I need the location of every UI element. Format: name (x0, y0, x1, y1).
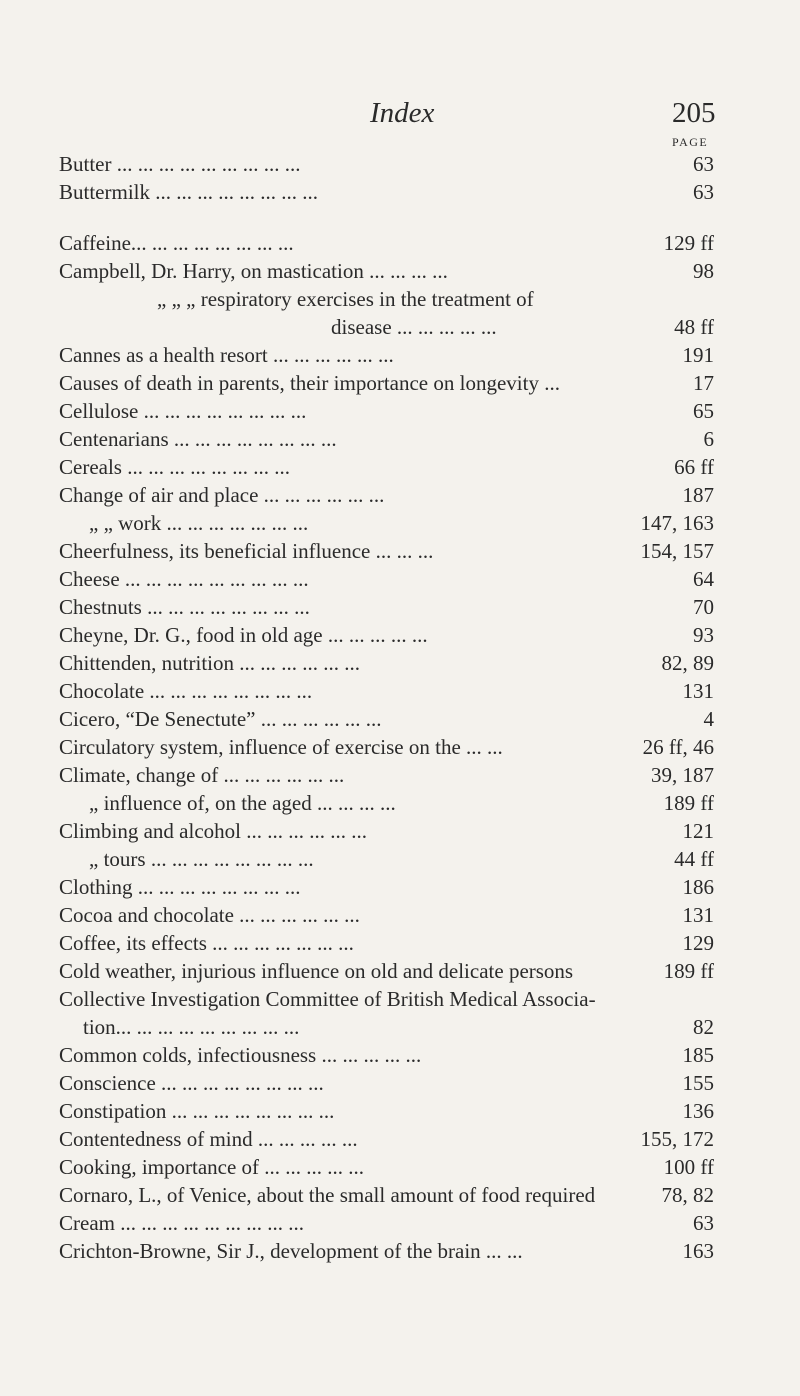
index-entry (59, 537, 714, 565)
index-entry-label: Cooking, importance of ... ... ... ... ... (59, 1155, 365, 1179)
index-entry (59, 425, 714, 453)
index-entry-pages: 100 ff (663, 1155, 714, 1179)
index-entry-label: „ „ „ respiratory exercises in the treatment of (157, 287, 534, 311)
index-entry (59, 1069, 714, 1097)
index-entry-pages: 131 (682, 679, 714, 703)
index-entry (59, 1097, 714, 1125)
index-entry (59, 1125, 714, 1153)
index-entry-pages: 17 (693, 371, 714, 395)
index-entry-pages: 48 ff (674, 315, 714, 339)
index-entry-label: Cheese ... ... ... ... ... ... ... ... ... (59, 567, 309, 591)
index-entry (59, 985, 714, 1013)
index-entry-label: Cream ... ... ... ... ... ... ... ... ... (59, 1211, 304, 1235)
index-entry-pages: 78, 82 (661, 1183, 714, 1207)
index-entry-label: Crichton-Browne, Sir J., development of the brain ... ... (59, 1239, 523, 1263)
page-number: 205 (672, 97, 716, 129)
index-entry-pages: 129 (682, 931, 714, 955)
index-entry (59, 369, 714, 397)
index-entry-pages: 93 (693, 623, 714, 647)
index-entry-pages: 82, 89 (661, 651, 714, 675)
page-column-label: PAGE (672, 135, 709, 149)
index-entry (59, 1153, 714, 1181)
index-entry-label: Conscience ... ... ... ... ... ... ... ... (59, 1071, 324, 1095)
index-entry-label: Constipation ... ... ... ... ... ... ... ... (59, 1099, 335, 1123)
index-entry-label: Cicero, “De Senectute” ... ... ... ... ... ... (59, 707, 382, 731)
index-entry-label: Causes of death in parents, their importance on longevity ... (59, 371, 560, 395)
index-entry-pages: 147, 163 (640, 511, 714, 535)
index-entry-label: „ influence of, on the aged ... ... ... ... (89, 791, 396, 815)
index-entry (59, 593, 714, 621)
index-entry (59, 229, 714, 257)
index-entry (59, 957, 714, 985)
index-entry (59, 565, 714, 593)
index-entry-pages: 129 ff (663, 231, 714, 255)
index-entry-pages: 154, 157 (640, 539, 714, 563)
index-entry-pages: 39, 187 (651, 763, 714, 787)
index-entry-pages: 4 (703, 707, 714, 731)
index-entry-label: Contentedness of mind ... ... ... ... ... (59, 1127, 358, 1151)
index-entry-label: Chittenden, nutrition ... ... ... ... ... ... (59, 651, 360, 675)
index-entry (59, 1181, 714, 1209)
index-entry (59, 1041, 714, 1069)
index-entry-pages: 185 (682, 1043, 714, 1067)
index-entry (59, 1013, 714, 1041)
index-entry-pages: 26 ff, 46 (642, 735, 714, 759)
index-entry (59, 649, 714, 677)
index-entry-pages: 155, 172 (640, 1127, 714, 1151)
index-entry-pages: 65 (693, 399, 714, 423)
index-entry-pages: 98 (693, 259, 714, 283)
index-entry-label: Caffeine... ... ... ... ... ... ... ... (59, 231, 294, 255)
index-entry-pages: 82 (693, 1015, 714, 1039)
index-entry (59, 1209, 714, 1237)
index-entry-label: Cold weather, injurious influence on old and delicate persons (59, 959, 574, 983)
index-entry-pages: 163 (682, 1239, 714, 1263)
index-entry (59, 509, 714, 537)
index-entry (59, 761, 714, 789)
index-entry-pages: 121 (682, 819, 714, 843)
index-entry-pages: 191 (682, 343, 714, 367)
index-entry-pages: 64 (693, 567, 714, 591)
index-entry-pages: 136 (682, 1099, 714, 1123)
index-entry (59, 341, 714, 369)
index-entry (59, 453, 714, 481)
index-entry (59, 285, 714, 313)
index-entry-pages: 44 ff (674, 847, 714, 871)
index-entry (59, 929, 714, 957)
index-entry-label: Change of air and place ... ... ... ... ... ... (59, 483, 385, 507)
index-entry-label: Buttermilk ... ... ... ... ... ... ... ... (59, 180, 318, 204)
index-entry-label: Cereals ... ... ... ... ... ... ... ... (59, 455, 290, 479)
index-entry-label: Chocolate ... ... ... ... ... ... ... ... (59, 679, 313, 703)
index-entry-label: „ tours ... ... ... ... ... ... ... ... (89, 847, 314, 871)
index-entry (59, 1237, 714, 1265)
index-entry (59, 705, 714, 733)
index-entry-pages: 63 (693, 1211, 714, 1235)
index-entry (59, 481, 714, 509)
index-entry-label: Centenarians ... ... ... ... ... ... ... ... (59, 427, 337, 451)
index-entry (59, 789, 714, 817)
index-entry-label: Common colds, infectiousness ... ... ... ... ... (59, 1043, 422, 1067)
index-entry (59, 817, 714, 845)
index-entry-pages: 63 (693, 180, 714, 204)
index-entry (59, 873, 714, 901)
index-entry-label: Clothing ... ... ... ... ... ... ... ... (59, 875, 301, 899)
index-entry-pages: 6 (703, 427, 714, 451)
index-entry-label: tion... ... ... ... ... ... ... ... ... (83, 1015, 300, 1039)
page-title: Index (370, 97, 435, 129)
index-entry-pages: 63 (693, 152, 714, 176)
index-entry-pages: 131 (682, 903, 714, 927)
index-entry (59, 313, 714, 341)
index-entry-pages: 186 (682, 875, 714, 899)
index-entry-label: Cheyne, Dr. G., food in old age ... ... ... ... ... (59, 623, 428, 647)
index-entry (59, 150, 714, 178)
index-entry-label: Campbell, Dr. Harry, on mastication ... ... ... ... (59, 259, 448, 283)
index-entry-label: Cheerfulness, its beneficial influence ... ... ... (59, 539, 434, 563)
index-entry-label: „ „ work ... ... ... ... ... ... ... (89, 511, 309, 535)
index-entry (59, 397, 714, 425)
index-entry-label: Climbing and alcohol ... ... ... ... ... ... (59, 819, 367, 843)
index-entry (59, 901, 714, 929)
index-entry (59, 621, 714, 649)
index-entry-label: Chestnuts ... ... ... ... ... ... ... ... (59, 595, 310, 619)
index-entry-label: Cocoa and chocolate ... ... ... ... ... ... (59, 903, 360, 927)
index-entry-pages: 155 (682, 1071, 714, 1095)
index-entry-pages: 66 ff (674, 455, 714, 479)
index-entry (59, 257, 714, 285)
index-entry-label: Collective Investigation Committee of British Medical Associa- (59, 987, 596, 1011)
index-entry-label: Butter ... ... ... ... ... ... ... ... ... (59, 152, 301, 176)
index-entry-pages: 187 (682, 483, 714, 507)
index-entry (59, 845, 714, 873)
index-entry-label: Cellulose ... ... ... ... ... ... ... ... (59, 399, 307, 423)
index-entry-label: Coffee, its effects ... ... ... ... ... ... ... (59, 931, 354, 955)
index-entry-pages: 189 ff (663, 791, 714, 815)
index-entry-label: disease ... ... ... ... ... (331, 315, 497, 339)
index-entry (59, 733, 714, 761)
index-entry-label: Circulatory system, influence of exercise on the ... ... (59, 735, 503, 759)
index-entry-label: Climate, change of ... ... ... ... ... ... (59, 763, 345, 787)
index-entry-label: Cornaro, L., of Venice, about the small amount of food required (59, 1183, 596, 1207)
index-entry-pages: 189 ff (663, 959, 714, 983)
index-entry (59, 677, 714, 705)
index-entry (59, 178, 714, 206)
index-entry-label: Cannes as a health resort ... ... ... ... ... ... (59, 343, 394, 367)
index-entry-pages: 70 (693, 595, 714, 619)
